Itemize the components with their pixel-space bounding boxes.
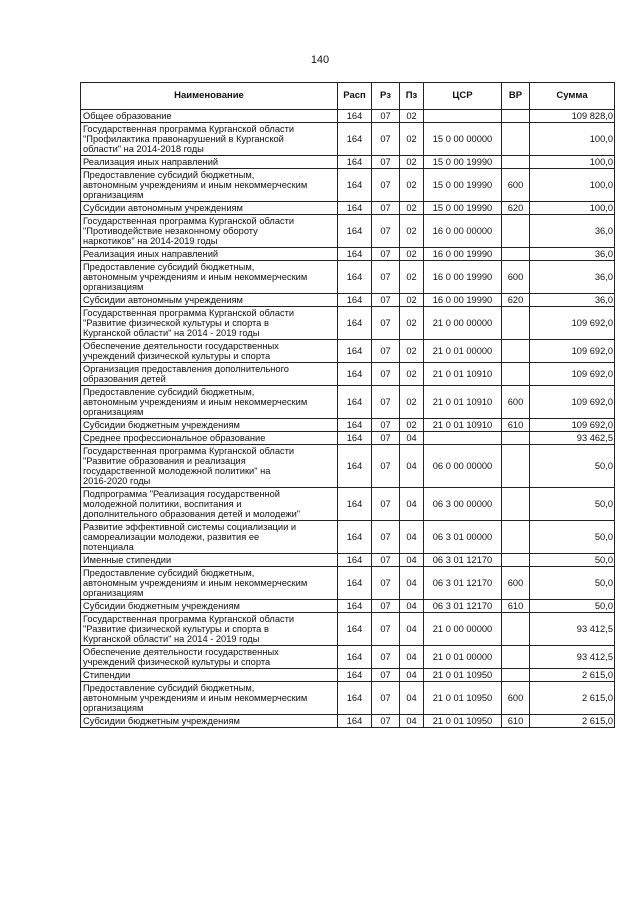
- row-csr: 21 0 01 10950: [424, 682, 502, 715]
- row-vr: [502, 445, 530, 488]
- row-name: [81, 613, 338, 646]
- row-name-line: организациям: [83, 282, 144, 292]
- row-vr: 600: [502, 567, 530, 600]
- row-csr: 15 0 00 19990: [424, 169, 502, 202]
- row-vr: 620: [502, 202, 530, 215]
- page-number: 140: [310, 54, 330, 66]
- row-rasp: 164: [338, 682, 372, 715]
- row-rasp: 164: [338, 554, 372, 567]
- table-row: [81, 445, 615, 488]
- row-rasp: 164: [338, 386, 372, 419]
- row-rasp: 164: [338, 600, 372, 613]
- row-name: [81, 715, 338, 728]
- row-rz: 07: [372, 156, 400, 169]
- row-name: [81, 432, 338, 445]
- table-row: [81, 202, 615, 215]
- row-vr: [502, 646, 530, 669]
- table-row: [81, 567, 615, 600]
- row-csr: 21 0 01 10910: [424, 386, 502, 419]
- row-csr: 06 3 01 12170: [424, 554, 502, 567]
- row-sum: 100,0: [530, 123, 615, 156]
- row-pz: 02: [400, 202, 424, 215]
- row-rasp: 164: [338, 646, 372, 669]
- row-sum: 36,0: [530, 294, 615, 307]
- row-rasp: 164: [338, 715, 372, 728]
- row-name-line: дополнительного образования детей и молодежи": [83, 509, 301, 519]
- row-csr: 06 3 01 12170: [424, 600, 502, 613]
- row-name-line: "Развитие физической культуры и спорта в: [83, 624, 269, 634]
- row-sum: 2 615,0: [530, 715, 615, 728]
- table-row: [81, 419, 615, 432]
- row-name-line: "Развитие физической культуры и спорта в: [83, 318, 269, 328]
- row-sum: 50,0: [530, 554, 615, 567]
- row-name: [81, 521, 338, 554]
- row-csr: 21 0 01 10910: [424, 363, 502, 386]
- row-sum: 36,0: [530, 215, 615, 248]
- row-pz: 04: [400, 488, 424, 521]
- row-pz: 02: [400, 294, 424, 307]
- row-sum: 36,0: [530, 248, 615, 261]
- row-rasp: 164: [338, 419, 372, 432]
- row-rz: 07: [372, 419, 400, 432]
- row-name-line: автономным учреждениям и иным некоммерческим: [83, 180, 308, 190]
- row-pz: 04: [400, 445, 424, 488]
- row-rz: 07: [372, 432, 400, 445]
- row-pz: 04: [400, 669, 424, 682]
- row-name-line: Предоставление субсидий бюджетным,: [83, 387, 255, 397]
- table-row: [81, 363, 615, 386]
- row-name: [81, 202, 338, 215]
- row-csr: 06 3 00 00000: [424, 488, 502, 521]
- row-pz: 02: [400, 386, 424, 419]
- row-name: [81, 669, 338, 682]
- row-csr: 16 0 00 00000: [424, 215, 502, 248]
- table-row: [81, 488, 615, 521]
- row-rasp: 164: [338, 215, 372, 248]
- row-name-line: организациям: [83, 407, 144, 417]
- row-name: [81, 419, 338, 432]
- table-row: [81, 215, 615, 248]
- row-pz: 04: [400, 715, 424, 728]
- row-csr: 15 0 00 19990: [424, 202, 502, 215]
- row-vr: 620: [502, 294, 530, 307]
- row-name-line: Реализация иных направлений: [83, 249, 219, 259]
- row-name: [81, 600, 338, 613]
- row-vr: [502, 669, 530, 682]
- row-name-line: Стипендии: [83, 670, 131, 680]
- row-name-line: Именные стипендии: [83, 555, 172, 565]
- row-name: [81, 340, 338, 363]
- header-rz: Рз: [372, 83, 400, 110]
- row-name: [81, 646, 338, 669]
- row-name-line: Государственная программа Курганской области: [83, 446, 295, 456]
- row-sum: 50,0: [530, 488, 615, 521]
- row-name-line: Среднее профессиональное образование: [83, 433, 266, 443]
- row-rz: 07: [372, 340, 400, 363]
- row-sum: 50,0: [530, 445, 615, 488]
- row-pz: 04: [400, 682, 424, 715]
- row-name-line: автономным учреждениям и иным некоммерческим: [83, 693, 308, 703]
- row-vr: [502, 110, 530, 123]
- table-row: [81, 715, 615, 728]
- row-name-line: автономным учреждениям и иным некоммерческим: [83, 397, 308, 407]
- row-csr: 06 0 00 00000: [424, 445, 502, 488]
- row-name-line: учреждений физической культуры и спорта: [83, 351, 271, 361]
- row-name-line: Реализация иных направлений: [83, 157, 219, 167]
- row-name: [81, 307, 338, 340]
- row-name-line: учреждений физической культуры и спорта: [83, 657, 271, 667]
- row-csr: 21 0 01 10950: [424, 669, 502, 682]
- row-sum: 50,0: [530, 600, 615, 613]
- row-rasp: 164: [338, 432, 372, 445]
- row-rasp: 164: [338, 110, 372, 123]
- table-row: [81, 340, 615, 363]
- row-name-line: Субсидии бюджетным учреждениям: [83, 420, 240, 430]
- row-csr: 16 0 00 19990: [424, 261, 502, 294]
- header-csr: ЦСР: [424, 83, 502, 110]
- row-sum: 2 615,0: [530, 669, 615, 682]
- row-rasp: 164: [338, 488, 372, 521]
- row-rasp: 164: [338, 669, 372, 682]
- row-rasp: 164: [338, 248, 372, 261]
- row-rasp: 164: [338, 521, 372, 554]
- row-vr: [502, 488, 530, 521]
- table-row: [81, 169, 615, 202]
- row-rz: 07: [372, 488, 400, 521]
- header-name: Наименование: [81, 83, 338, 110]
- row-csr: 06 3 01 00000: [424, 521, 502, 554]
- table-row: [81, 613, 615, 646]
- table-row: [81, 307, 615, 340]
- row-pz: 04: [400, 613, 424, 646]
- table-row: [81, 646, 615, 669]
- row-rz: 07: [372, 554, 400, 567]
- row-rz: 07: [372, 646, 400, 669]
- table-row: [81, 669, 615, 682]
- row-rz: 07: [372, 715, 400, 728]
- row-name-line: организациям: [83, 703, 144, 713]
- table-row: [81, 110, 615, 123]
- row-pz: 04: [400, 567, 424, 600]
- table-row: [81, 156, 615, 169]
- row-sum: 93 412,5: [530, 613, 615, 646]
- row-vr: [502, 432, 530, 445]
- row-name-line: Субсидии автономным учреждениям: [83, 295, 243, 305]
- row-vr: [502, 215, 530, 248]
- row-vr: 600: [502, 169, 530, 202]
- row-rz: 07: [372, 307, 400, 340]
- row-name-line: государственной молодежной политики" на: [83, 466, 271, 476]
- row-rz: 07: [372, 613, 400, 646]
- row-name-line: потенциала: [83, 542, 134, 552]
- table-row: [81, 261, 615, 294]
- row-rz: 07: [372, 682, 400, 715]
- row-pz: 02: [400, 156, 424, 169]
- table-row: [81, 123, 615, 156]
- row-csr: 21 0 01 10950: [424, 715, 502, 728]
- row-sum: 109 692,0: [530, 386, 615, 419]
- row-pz: 04: [400, 646, 424, 669]
- table-row: [81, 600, 615, 613]
- row-name: [81, 123, 338, 156]
- row-name-line: молодежной политики, воспитания и: [83, 499, 242, 509]
- row-sum: 109 828,0: [530, 110, 615, 123]
- row-pz: 02: [400, 110, 424, 123]
- row-vr: 600: [502, 386, 530, 419]
- row-sum: 2 615,0: [530, 682, 615, 715]
- row-vr: [502, 340, 530, 363]
- row-vr: [502, 521, 530, 554]
- row-name: [81, 215, 338, 248]
- row-sum: 100,0: [530, 169, 615, 202]
- row-name: [81, 445, 338, 488]
- row-name-line: Субсидии бюджетным учреждениям: [83, 601, 240, 611]
- row-name-line: Предоставление субсидий бюджетным,: [83, 568, 255, 578]
- row-name: [81, 488, 338, 521]
- row-pz: 04: [400, 600, 424, 613]
- row-name-line: наркотиков" на 2014-2019 годы: [83, 236, 218, 246]
- row-name: [81, 156, 338, 169]
- row-vr: 610: [502, 715, 530, 728]
- row-rasp: 164: [338, 202, 372, 215]
- row-sum: 50,0: [530, 521, 615, 554]
- table-row: [81, 554, 615, 567]
- table-row: [81, 248, 615, 261]
- row-rz: 07: [372, 294, 400, 307]
- row-name-line: Развитие эффективной системы социализации и: [83, 522, 297, 532]
- row-vr: 610: [502, 419, 530, 432]
- row-name-line: организациям: [83, 190, 144, 200]
- row-rz: 07: [372, 169, 400, 202]
- row-csr: 06 3 01 12170: [424, 567, 502, 600]
- row-rz: 07: [372, 363, 400, 386]
- row-sum: 100,0: [530, 202, 615, 215]
- row-name-line: Субсидии бюджетным учреждениям: [83, 716, 240, 726]
- row-name: [81, 169, 338, 202]
- row-name-line: организациям: [83, 588, 144, 598]
- row-name: [81, 363, 338, 386]
- row-name-line: самореализации молодежи, развития ее: [83, 532, 260, 542]
- row-vr: [502, 554, 530, 567]
- row-rasp: 164: [338, 340, 372, 363]
- row-name-line: Курганской области" на 2014 - 2019 годы: [83, 634, 260, 644]
- header-rasp: Расп: [338, 83, 372, 110]
- row-rasp: 164: [338, 307, 372, 340]
- row-name: [81, 294, 338, 307]
- row-csr: 15 0 00 00000: [424, 123, 502, 156]
- row-sum: 100,0: [530, 156, 615, 169]
- row-rz: 07: [372, 110, 400, 123]
- row-pz: 02: [400, 419, 424, 432]
- row-rasp: 164: [338, 445, 372, 488]
- row-rz: 07: [372, 600, 400, 613]
- row-csr: 21 0 00 00000: [424, 307, 502, 340]
- row-name-line: Государственная программа Курганской области: [83, 124, 295, 134]
- row-pz: 02: [400, 248, 424, 261]
- row-rz: 07: [372, 521, 400, 554]
- row-pz: 02: [400, 307, 424, 340]
- row-pz: 02: [400, 215, 424, 248]
- row-name-line: области" на 2014-2018 годы: [83, 144, 204, 154]
- row-name-line: Предоставление субсидий бюджетным,: [83, 683, 255, 693]
- row-pz: 02: [400, 340, 424, 363]
- row-csr: 21 0 01 00000: [424, 646, 502, 669]
- row-name-line: Курганской области" на 2014 - 2019 годы: [83, 328, 260, 338]
- row-rz: 07: [372, 669, 400, 682]
- row-name: [81, 567, 338, 600]
- header-vr: ВР: [502, 83, 530, 110]
- row-rasp: 164: [338, 261, 372, 294]
- row-rz: 07: [372, 445, 400, 488]
- row-name-line: Общее образование: [83, 111, 172, 121]
- row-rz: 07: [372, 261, 400, 294]
- table-row: [81, 294, 615, 307]
- row-rasp: 164: [338, 567, 372, 600]
- row-sum: 50,0: [530, 567, 615, 600]
- row-name: [81, 110, 338, 123]
- table-header-row: [81, 83, 615, 110]
- row-csr: 15 0 00 19990: [424, 156, 502, 169]
- row-vr: [502, 307, 530, 340]
- row-name: [81, 248, 338, 261]
- row-pz: 04: [400, 554, 424, 567]
- row-name: [81, 386, 338, 419]
- budget-table: [80, 82, 615, 728]
- row-name-line: Субсидии автономным учреждениям: [83, 203, 243, 213]
- row-rz: 07: [372, 248, 400, 261]
- row-pz: 02: [400, 363, 424, 386]
- row-name-line: Подпрограмма "Реализация государственной: [83, 489, 280, 499]
- row-rasp: 164: [338, 156, 372, 169]
- row-sum: 93 462,5: [530, 432, 615, 445]
- row-vr: 600: [502, 261, 530, 294]
- row-csr: 16 0 00 19990: [424, 294, 502, 307]
- row-name-line: "Противодействие незаконному обороту: [83, 226, 258, 236]
- row-rasp: 164: [338, 294, 372, 307]
- row-sum: 109 692,0: [530, 340, 615, 363]
- row-rasp: 164: [338, 363, 372, 386]
- row-vr: 600: [502, 682, 530, 715]
- row-vr: [502, 123, 530, 156]
- row-vr: [502, 156, 530, 169]
- table-row: [81, 432, 615, 445]
- row-csr: [424, 432, 502, 445]
- row-rz: 07: [372, 123, 400, 156]
- row-name-line: Обеспечение деятельности государственных: [83, 647, 279, 657]
- row-name-line: Организация предоставления дополнительного: [83, 364, 289, 374]
- row-vr: [502, 363, 530, 386]
- table-row: [81, 682, 615, 715]
- row-name-line: образования детей: [83, 374, 166, 384]
- row-sum: 93 412,5: [530, 646, 615, 669]
- row-name-line: Государственная программа Курганской области: [83, 216, 295, 226]
- row-name-line: "Развитие образования и реализация: [83, 456, 246, 466]
- row-rz: 07: [372, 215, 400, 248]
- row-sum: 36,0: [530, 261, 615, 294]
- row-name-line: Обеспечение деятельности государственных: [83, 341, 279, 351]
- row-csr: 21 0 01 00000: [424, 340, 502, 363]
- row-vr: 610: [502, 600, 530, 613]
- table-row: [81, 386, 615, 419]
- row-name: [81, 261, 338, 294]
- header-pz: Пз: [400, 83, 424, 110]
- row-pz: 02: [400, 169, 424, 202]
- table-row: [81, 521, 615, 554]
- row-sum: 109 692,0: [530, 363, 615, 386]
- row-rasp: 164: [338, 613, 372, 646]
- row-vr: [502, 248, 530, 261]
- row-name-line: Государственная программа Курганской области: [83, 614, 295, 624]
- header-sum: Сумма: [530, 83, 615, 110]
- row-rz: 07: [372, 567, 400, 600]
- row-rasp: 164: [338, 169, 372, 202]
- row-name: [81, 554, 338, 567]
- row-csr: 21 0 00 00000: [424, 613, 502, 646]
- row-rz: 07: [372, 202, 400, 215]
- row-sum: 109 692,0: [530, 307, 615, 340]
- row-csr: 21 0 01 10910: [424, 419, 502, 432]
- row-rasp: 164: [338, 123, 372, 156]
- row-pz: 02: [400, 123, 424, 156]
- row-csr: [424, 110, 502, 123]
- row-pz: 04: [400, 432, 424, 445]
- row-sum: 109 692,0: [530, 419, 615, 432]
- row-pz: 04: [400, 521, 424, 554]
- row-name-line: 2016-2020 годы: [83, 476, 151, 486]
- row-name-line: Государственная программа Курганской области: [83, 308, 295, 318]
- row-vr: [502, 613, 530, 646]
- row-name-line: Предоставление субсидий бюджетным,: [83, 170, 255, 180]
- row-csr: 16 0 00 19990: [424, 248, 502, 261]
- row-rz: 07: [372, 386, 400, 419]
- row-name-line: "Профилактика правонарушений в Курганской: [83, 134, 284, 144]
- row-pz: 02: [400, 261, 424, 294]
- row-name: [81, 682, 338, 715]
- row-name-line: автономным учреждениям и иным некоммерческим: [83, 578, 308, 588]
- row-name-line: автономным учреждениям и иным некоммерческим: [83, 272, 308, 282]
- row-name-line: Предоставление субсидий бюджетным,: [83, 262, 255, 272]
- table-body: [81, 110, 615, 728]
